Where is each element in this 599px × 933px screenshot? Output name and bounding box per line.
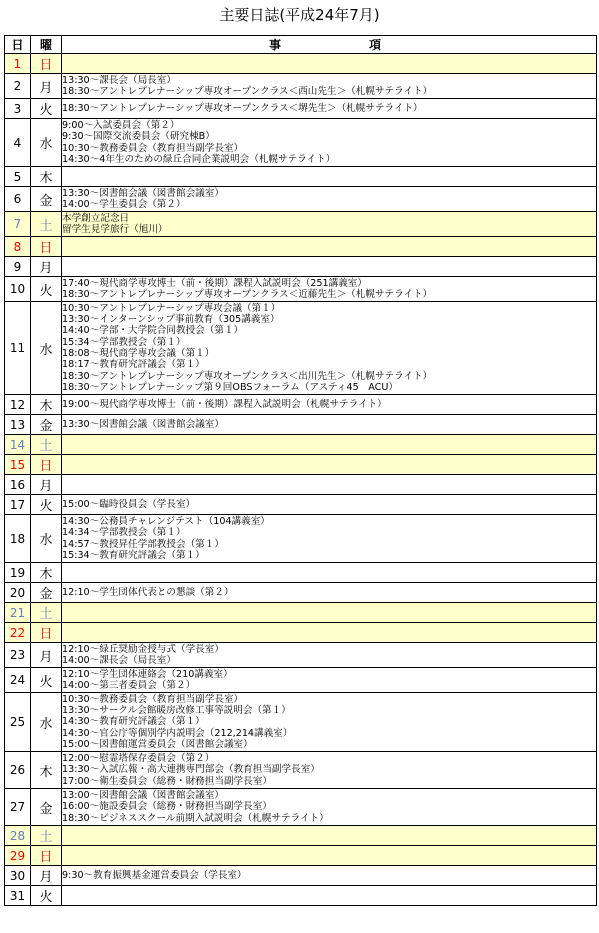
weekday-cell: 月 bbox=[31, 257, 62, 277]
weekday-cell: 日 bbox=[31, 237, 62, 257]
table-row bbox=[5, 846, 597, 866]
weekday-cell: 火 bbox=[31, 886, 62, 906]
events-cell bbox=[62, 475, 597, 495]
weekday-cell: 火 bbox=[31, 277, 62, 302]
day-cell: 29 bbox=[5, 846, 31, 866]
event-line: 18:17～教育研究評議会（第１） bbox=[62, 359, 205, 371]
event-line: 14:30～教育研究評議会（第１） bbox=[62, 716, 205, 728]
event-line: 13:30～図書館会議（図書館会議室） bbox=[62, 418, 224, 430]
day-cell: 11 bbox=[5, 302, 31, 395]
weekday-cell: 火 bbox=[31, 99, 62, 119]
day-cell: 9 bbox=[5, 257, 31, 277]
table-row bbox=[5, 435, 597, 455]
events-cell bbox=[62, 99, 597, 119]
event-line: 12:10～学生団体連絡会（210講義室） bbox=[62, 668, 233, 680]
table-row bbox=[5, 693, 597, 752]
table-row bbox=[5, 495, 597, 515]
event-line: 本学創立記念日 bbox=[62, 212, 130, 224]
event-line: 18:30～アントレプレナーシップ第９回OBSフォーラム（アスティ45 ACU） bbox=[62, 382, 398, 394]
event-line: 16:00～施設委員会（総務・財務担当副学長室） bbox=[62, 801, 272, 813]
weekday-cell: 木 bbox=[31, 752, 62, 789]
page-title: 主要日誌(平成24年7月) bbox=[219, 6, 380, 24]
day-cell: 30 bbox=[5, 866, 31, 886]
events-cell bbox=[62, 603, 597, 623]
event-line: 15:34～教育研究評議会（第１） bbox=[62, 549, 205, 561]
events-cell bbox=[62, 668, 597, 693]
event-line: 留学生見学旅行（旭川） bbox=[62, 224, 168, 235]
table-row bbox=[5, 515, 597, 563]
event-line: 13:30～サークル会館暖房改修工事等説明会（第１） bbox=[62, 704, 291, 716]
day-cell: 2 bbox=[5, 74, 31, 99]
event-line: 18:30～アントレプレナーシップ専攻オープンクラス＜堺先生＞（札幌サテライト） bbox=[62, 102, 423, 114]
event-line: 13:30～入試広報・高大連携専門部会（教育担当副学長室） bbox=[62, 764, 320, 776]
event-line: 17:40～現代商学専攻博士（前・後期）課程入試説明会（251講義室） bbox=[62, 277, 367, 289]
day-cell: 23 bbox=[5, 643, 31, 668]
day-cell: 10 bbox=[5, 277, 31, 302]
table-row bbox=[5, 277, 597, 302]
table-row bbox=[5, 54, 597, 74]
table-row bbox=[5, 752, 597, 789]
day-cell: 17 bbox=[5, 495, 31, 515]
events-cell bbox=[62, 826, 597, 846]
table-row bbox=[5, 603, 597, 623]
event-line: 13:00～図書館会議（図書館会議室） bbox=[62, 789, 224, 801]
table-row bbox=[5, 302, 597, 395]
event-line: 10:30～教務委員会（教育担当副学長室） bbox=[62, 142, 244, 154]
day-cell: 14 bbox=[5, 435, 31, 455]
event-line: 14:57～教授昇任学部教授会（第１） bbox=[62, 538, 224, 550]
weekday-cell: 木 bbox=[31, 563, 62, 583]
events-cell bbox=[62, 74, 597, 99]
weekday-cell: 月 bbox=[31, 74, 62, 99]
events-cell bbox=[62, 866, 597, 886]
event-line: 12:10～学生団体代表との懇談（第２） bbox=[62, 586, 234, 598]
events-cell bbox=[62, 435, 597, 455]
events-cell bbox=[62, 395, 597, 415]
events-cell bbox=[62, 789, 597, 826]
table-row bbox=[5, 99, 597, 119]
events-cell bbox=[62, 455, 597, 475]
day-cell: 27 bbox=[5, 789, 31, 826]
event-line: 13:30～図書館会議（図書館会議室） bbox=[62, 187, 224, 199]
events-cell bbox=[62, 563, 597, 583]
weekday-cell: 土 bbox=[31, 212, 62, 237]
day-cell: 8 bbox=[5, 237, 31, 257]
table-row bbox=[5, 415, 597, 435]
day-cell: 19 bbox=[5, 563, 31, 583]
weekday-cell: 水 bbox=[31, 119, 62, 167]
day-cell: 24 bbox=[5, 668, 31, 693]
table-row bbox=[5, 475, 597, 495]
weekday-cell: 金 bbox=[31, 187, 62, 212]
day-cell: 21 bbox=[5, 603, 31, 623]
table-row bbox=[5, 826, 597, 846]
day-cell: 18 bbox=[5, 515, 31, 563]
day-cell: 15 bbox=[5, 455, 31, 475]
table-row bbox=[5, 668, 597, 693]
table-row bbox=[5, 212, 597, 237]
event-line: 13:30～インターンシップ事前教育（305講義室） bbox=[62, 313, 280, 325]
day-cell: 26 bbox=[5, 752, 31, 789]
events-cell bbox=[62, 415, 597, 435]
events-cell bbox=[62, 212, 597, 237]
events-cell bbox=[62, 277, 597, 302]
event-line: 14:00～課長会（局長室） bbox=[62, 655, 176, 666]
events-cell bbox=[62, 237, 597, 257]
events-cell bbox=[62, 167, 597, 187]
events-cell bbox=[62, 495, 597, 515]
event-line: 10:30～アントレプレナーシップ専攻会議（第１） bbox=[62, 302, 281, 314]
event-line: 13:30～課長会（局長室） bbox=[62, 74, 176, 86]
weekday-cell: 日 bbox=[31, 623, 62, 643]
event-line: 14:00～学生委員会（第２） bbox=[62, 199, 186, 210]
table-row bbox=[5, 257, 597, 277]
events-cell bbox=[62, 187, 597, 212]
table-row bbox=[5, 623, 597, 643]
table-row bbox=[5, 74, 597, 99]
weekday-cell: 土 bbox=[31, 603, 62, 623]
events-cell bbox=[62, 643, 597, 668]
weekday-cell: 火 bbox=[31, 495, 62, 515]
event-line: 18:30～アントレプレナーシップ専攻オープンクラス＜近藤先生＞（札幌サテライト） bbox=[62, 289, 433, 300]
events-cell bbox=[62, 623, 597, 643]
event-line: 19:00～現代商学専攻博士（前・後期）課程入試説明会（札幌サテライト） bbox=[62, 398, 387, 410]
event-line: 14:30～公務員チャレンジテスト（104講義室） bbox=[62, 515, 270, 527]
event-line: 9:30～教育振興基金運営委員会（学長室） bbox=[62, 869, 247, 881]
weekday-cell: 木 bbox=[31, 167, 62, 187]
day-cell: 1 bbox=[5, 54, 31, 74]
day-cell: 20 bbox=[5, 583, 31, 603]
weekday-cell: 土 bbox=[31, 435, 62, 455]
events-cell bbox=[62, 693, 597, 752]
event-line: 12:00～慰霊塔保存委員会（第２） bbox=[62, 752, 215, 764]
event-line: 18:30～アントレプレナーシップ専攻オープンクラス＜西山先生＞（札幌サテライト） bbox=[62, 86, 433, 97]
event-line: 15:00～図書館運営委員会（図書館会議室） bbox=[62, 739, 253, 751]
event-line: 17:00～衛生委員会（総務・財務担当副学長室） bbox=[62, 775, 272, 787]
events-cell bbox=[62, 302, 597, 395]
table-row bbox=[5, 866, 597, 886]
table-row bbox=[5, 119, 597, 167]
event-line: 14:30～官公庁等個別学内説明会（212,214講義室） bbox=[62, 727, 293, 739]
events-cell bbox=[62, 846, 597, 866]
weekday-cell: 水 bbox=[31, 302, 62, 395]
weekday-cell: 月 bbox=[31, 643, 62, 668]
events-cell bbox=[62, 752, 597, 789]
events-cell bbox=[62, 54, 597, 74]
table-row bbox=[5, 643, 597, 668]
event-line: 18:30～アントレプレナーシップ専攻オープンクラス＜出川先生＞（札幌サテライト） bbox=[62, 370, 433, 382]
weekday-cell: 月 bbox=[31, 866, 62, 886]
day-cell: 22 bbox=[5, 623, 31, 643]
table-row bbox=[5, 886, 597, 906]
events-cell bbox=[62, 257, 597, 277]
day-cell: 13 bbox=[5, 415, 31, 435]
event-line: 14:30～4年生のための緑丘合同企業説明会（札幌サテライト） bbox=[62, 153, 336, 165]
weekday-cell: 日 bbox=[31, 846, 62, 866]
header-events: 事 項 bbox=[62, 36, 597, 54]
header-day: 日 bbox=[5, 36, 31, 54]
day-cell: 28 bbox=[5, 826, 31, 846]
day-cell: 4 bbox=[5, 119, 31, 167]
day-cell: 3 bbox=[5, 99, 31, 119]
journal-table bbox=[4, 35, 597, 906]
table-row bbox=[5, 395, 597, 415]
events-cell bbox=[62, 886, 597, 906]
event-line: 14:00～第三者委員会（第２） bbox=[62, 680, 196, 691]
events-cell bbox=[62, 515, 597, 563]
table-row bbox=[5, 455, 597, 475]
weekday-cell: 金 bbox=[31, 789, 62, 826]
weekday-cell: 火 bbox=[31, 668, 62, 693]
weekday-cell: 日 bbox=[31, 455, 62, 475]
day-cell: 7 bbox=[5, 212, 31, 237]
event-line: 15:34～学部教授会（第１） bbox=[62, 336, 186, 348]
event-line: 14:40～学部・大学院合同教授会（第１） bbox=[62, 325, 244, 337]
weekday-cell: 水 bbox=[31, 693, 62, 752]
header-weekday: 曜 bbox=[31, 36, 62, 54]
event-line: 15:00～臨時役員会（学長室） bbox=[62, 498, 196, 510]
table-row bbox=[5, 789, 597, 826]
day-cell: 6 bbox=[5, 187, 31, 212]
event-line: 9:30～国際交流委員会（研究棟B） bbox=[62, 131, 215, 143]
day-cell: 5 bbox=[5, 167, 31, 187]
table-row bbox=[5, 563, 597, 583]
event-line: 18:30～ビジネススクール前期入試説明会（札幌サテライト） bbox=[62, 812, 329, 824]
events-cell bbox=[62, 119, 597, 167]
day-cell: 12 bbox=[5, 395, 31, 415]
table-row bbox=[5, 237, 597, 257]
table-header-row bbox=[5, 36, 597, 54]
event-line: 18:08～現代商学専攻会議（第１） bbox=[62, 348, 215, 359]
day-cell: 31 bbox=[5, 886, 31, 906]
table-body bbox=[5, 54, 597, 906]
weekday-cell: 土 bbox=[31, 826, 62, 846]
weekday-cell: 月 bbox=[31, 475, 62, 495]
event-line: 10:30～教務委員会（教育担当副学長室） bbox=[62, 693, 244, 705]
table-row bbox=[5, 583, 597, 603]
table-row bbox=[5, 167, 597, 187]
weekday-cell: 日 bbox=[31, 54, 62, 74]
event-line: 9:00～入試委員会（第２） bbox=[62, 119, 180, 131]
weekday-cell: 金 bbox=[31, 415, 62, 435]
day-cell: 16 bbox=[5, 475, 31, 495]
weekday-cell: 金 bbox=[31, 583, 62, 603]
weekday-cell: 水 bbox=[31, 515, 62, 563]
event-line: 14:34～学部教授会（第１） bbox=[62, 527, 186, 539]
event-line: 12:10～緑丘奨励金授与式（学長室） bbox=[62, 643, 224, 655]
events-cell bbox=[62, 583, 597, 603]
weekday-cell: 木 bbox=[31, 395, 62, 415]
day-cell: 25 bbox=[5, 693, 31, 752]
table-row bbox=[5, 187, 597, 212]
